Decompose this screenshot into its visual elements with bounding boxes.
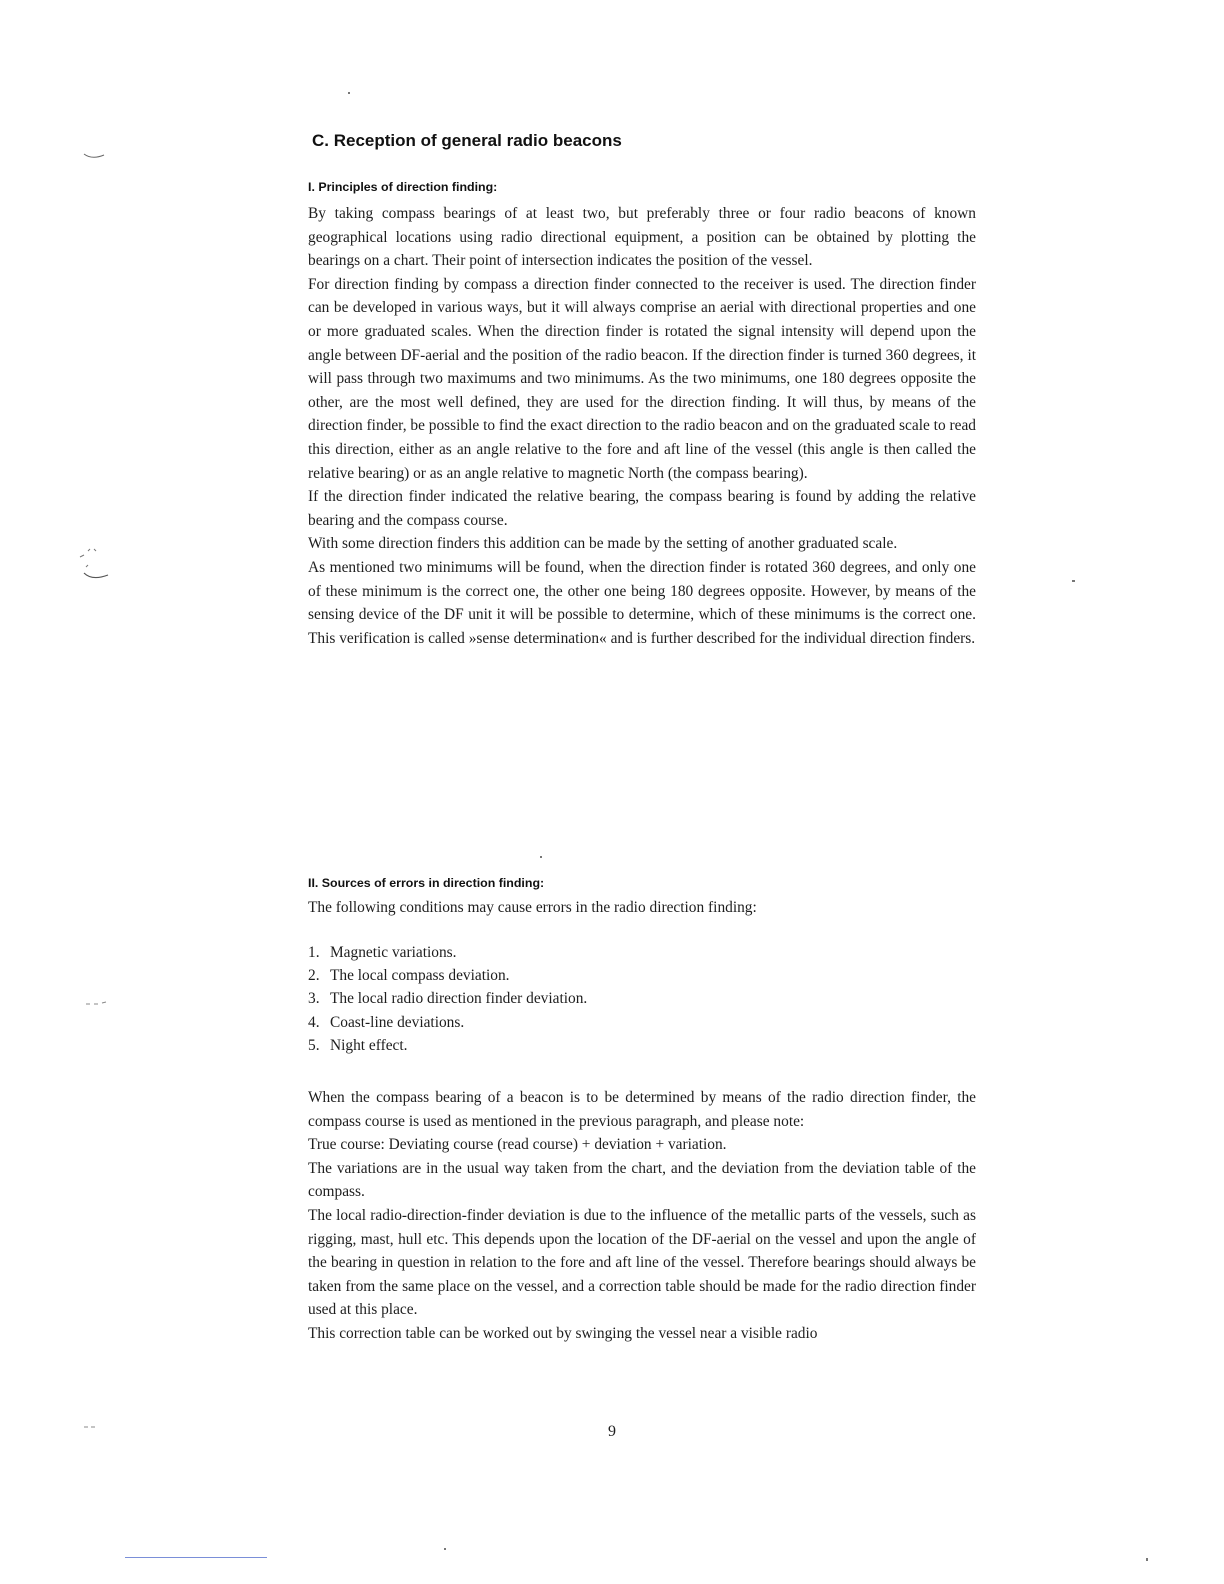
list-item-text: The local compass deviation. xyxy=(330,967,510,984)
scan-speck xyxy=(1072,580,1075,582)
error-list xyxy=(308,941,976,1058)
errors-intro: The following conditions may cause errors in the radio direction finding: xyxy=(308,899,757,916)
scan-speck xyxy=(444,1548,446,1550)
binding-mark xyxy=(84,1000,108,1008)
list-item-text: Coast-line deviations. xyxy=(330,1013,465,1031)
section-errors xyxy=(308,874,976,1058)
section-heading-errors: II. Sources of errors in direction finding: xyxy=(308,876,545,890)
list-item-number: 3. xyxy=(308,990,320,1008)
scan-speck xyxy=(348,92,350,94)
list-item xyxy=(308,987,976,1010)
paragraph: By taking compass bearings of at least two, but preferably three or four radio beacons of known geographical locations using radio directional equipment, a position can be obtained by plotting the bearings on a chart. Their point of intersection indicates the position of the vessel. xyxy=(308,205,976,270)
binding-mark xyxy=(82,150,106,162)
paragraph: As mentioned two minimums will be found, when the direction finder is rotated 360 degrees, and only one of these minimum is the correct one, the other one being 180 degrees opposite. However, by means of the sensing device of the DF unit it will be possible to determine, which of these minimums is the correct one. This verification is called »sense determination« and is further described for the individual direction finders. xyxy=(308,558,976,647)
list-item-text: Magnetic variations. xyxy=(330,943,457,961)
page-number: 9 xyxy=(608,1423,616,1440)
list-item-number: 4. xyxy=(308,1013,320,1031)
list-item-number: 5. xyxy=(308,1037,320,1055)
paragraph: This correction table can be worked out by swinging the vessel near a visible radio xyxy=(308,1324,818,1342)
binding-mark xyxy=(78,545,112,585)
list-item xyxy=(308,941,976,964)
footer-rule xyxy=(125,1557,267,1558)
paragraph: The variations are in the usual way taken from the chart, and the deviation from the deviation table of the compass. xyxy=(308,1159,976,1201)
paragraph: True course: Deviating course (read course) + deviation + variation. xyxy=(308,1136,727,1154)
scan-speck xyxy=(540,856,542,858)
list-item xyxy=(308,1034,976,1057)
scan-speck xyxy=(1146,1558,1148,1561)
paragraph: With some direction finders this addition can be made by the setting of another graduated scale. xyxy=(308,535,898,553)
list-item xyxy=(308,964,976,987)
list-item-number: 2. xyxy=(308,967,320,984)
section-heading-principles: I. Principles of direction finding: xyxy=(308,180,498,194)
list-item-text: The local radio direction finder deviation. xyxy=(330,990,588,1008)
paragraph: When the compass bearing of a beacon is to be determined by means of the radio direction finder, the compass course is used as mentioned in the previous paragraph, and please note: xyxy=(308,1089,976,1130)
paragraph: If the direction finder indicated the relative bearing, the compass bearing is found by adding the relative bearing and the compass course. xyxy=(308,488,976,529)
section-compass-bearing xyxy=(308,1086,976,1346)
paragraph: The local radio-direction-finder deviation is due to the influence of the metallic parts of the vessels, such as rigging, mast, hull etc. This depends upon the location of the DF-aerial on the vessel and upon the angle of the bearing in question in relation to the fore and aft line of the vessel. Therefore bearings should always be taken from the same place on the vessel, and a correction table should be made for the radio direction finder used at this place. xyxy=(308,1206,976,1319)
list-item-text: Night effect. xyxy=(330,1037,408,1055)
page-title: C. Reception of general radio beacons xyxy=(312,131,622,150)
list-item xyxy=(308,1011,976,1034)
list-item-number: 1. xyxy=(308,943,320,961)
binding-mark xyxy=(82,1424,98,1430)
section-principles xyxy=(308,178,976,650)
paragraph: For direction finding by compass a direction finder connected to the receiver is used. The direction finder can be developed in various ways, but it will always comprise an aerial with directional properties and one or more graduated scales. When the direction finder is rotated the signal intensity will depend upon the angle between DF-aerial and the position of the radio beacon. If the direction finder is turned 360 degrees, it will pass through two maximums and two minimums. As the two minimums, one 180 degrees opposite the other, are the most well defined, they are used for the direction finding. It will thus, by means of the direction finder, be possible to find the exact direction to the radio beacon and on the graduated scale to read this direction, either as an angle relative to the fore and aft line of the vessel (this angle is then called the relative bearing) or as an angle relative to magnetic North (the compass bearing). xyxy=(308,275,976,482)
